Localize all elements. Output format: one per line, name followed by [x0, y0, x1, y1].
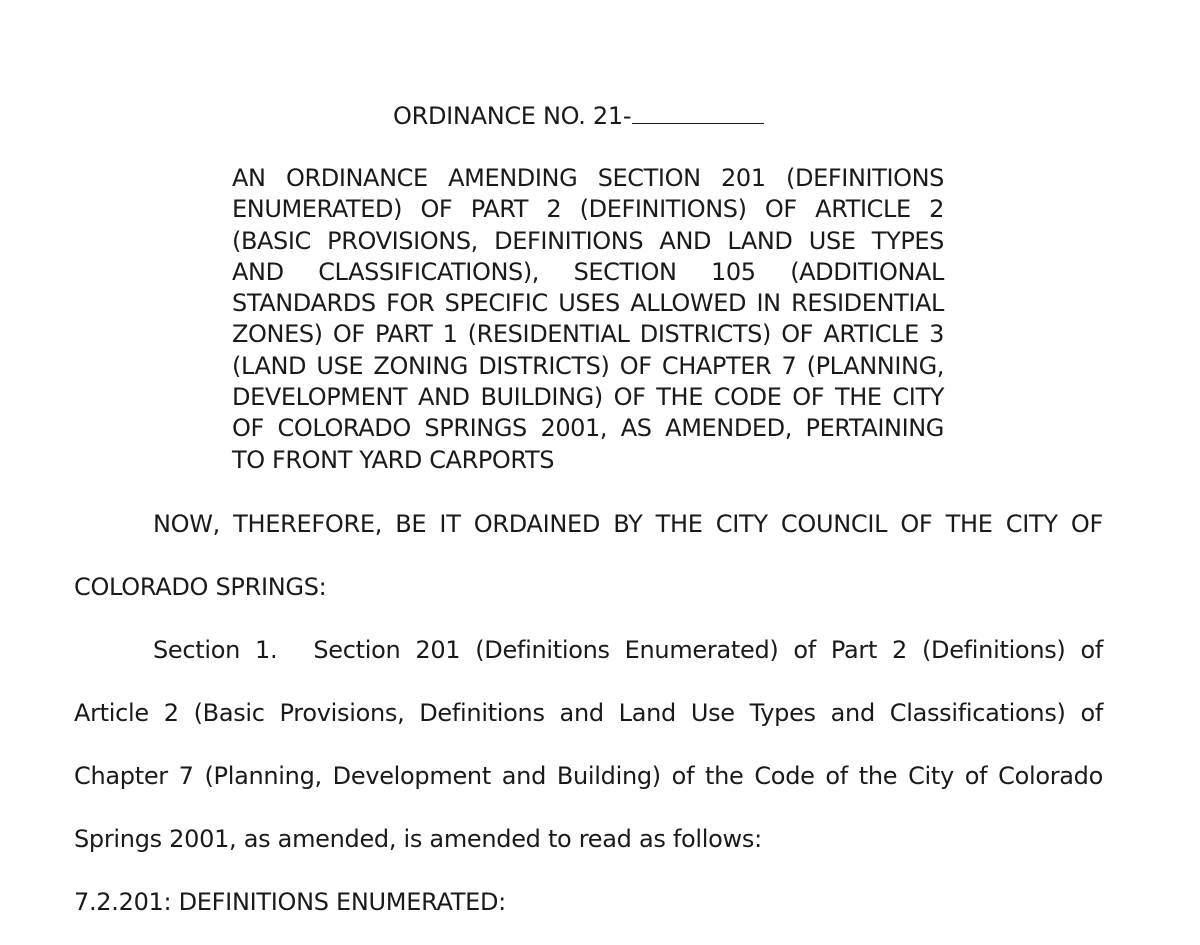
definitions-subheading: 7.2.201: DEFINITIONS ENUMERATED: — [74, 888, 506, 916]
ordinance-title — [393, 100, 764, 132]
enacting-clause: NOW, THEREFORE, BE IT ORDAINED BY THE CITY COUNCIL OF THE CITY OF COLORADO SPRINGS: — [74, 510, 1103, 601]
section-1-paragraph — [74, 619, 1103, 871]
ordinance-caption: AN ORDINANCE AMENDING SECTION 201 (DEFINITIONS ENUMERATED) OF PART 2 (DEFINITIONS) OF ARTICLE 2 (BASIC PROVISIONS, DEFINITIONS AND LAND USE TYPES AND CLASSIFICATIONS), SECTION 105 (ADDITIONAL STANDARDS FOR SPECIFIC USES ALLOWED IN RESIDENTIAL ZONES) OF PART 1 (RESIDENTIAL DISTRICTS) OF ARTICLE 3 (LAND USE ZONING DISTRICTS) OF CHAPTER 7 (PLANNING, DEVELOPMENT AND BUILDING) OF THE CODE OF THE CITY OF COLORADO SPRINGS 2001, AS AMENDED, PERTAINING TO FRONT YARD CARPORTS — [232, 164, 944, 474]
section-1-text: Section 201 (Definitions Enumerated) of Part 2 (Definitions) of Article 2 (Basic Provisions, Definitions and Land Use Types and Classifications) of Chapter 7 (Planning, Development and Building) of the Code of the City of Colorado Springs 2001, as amended, is amended to read as follows: — [74, 636, 1103, 853]
section-1-label: Section 1. — [153, 636, 278, 664]
ordinance-number-blank — [632, 101, 764, 124]
ordinance-number-label: ORDINANCE NO. 21- — [393, 102, 632, 130]
